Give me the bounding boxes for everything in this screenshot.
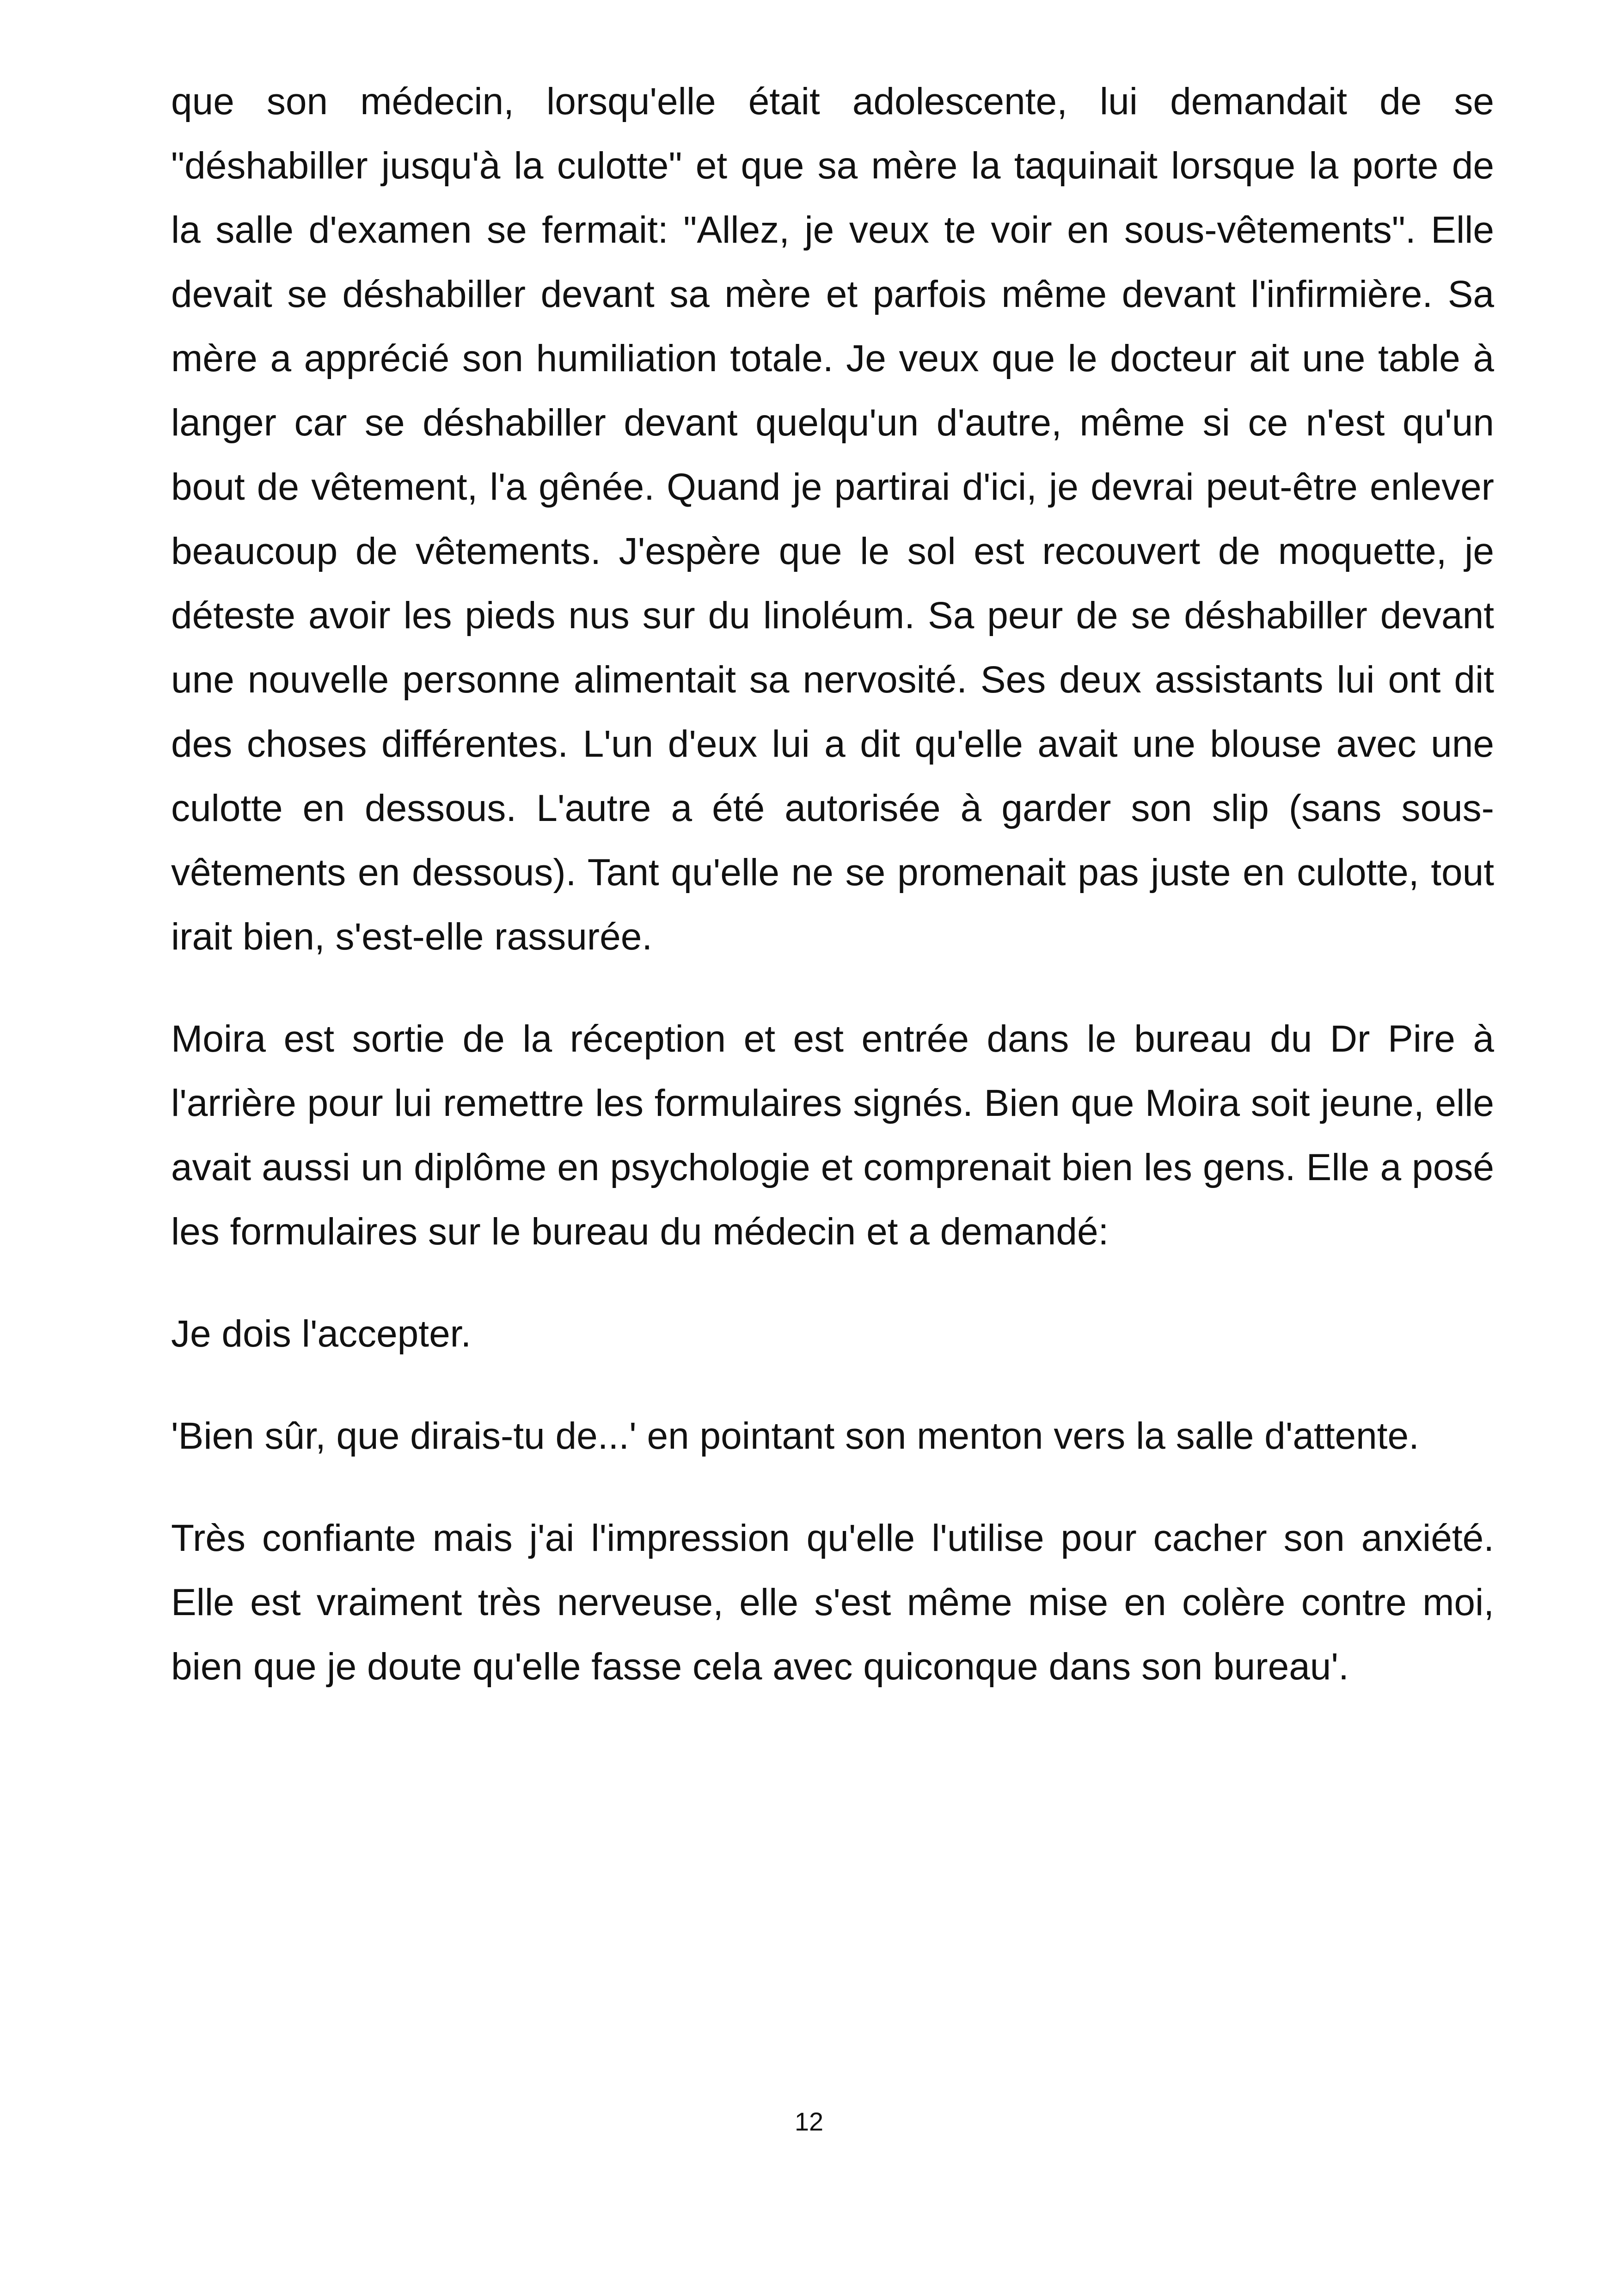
paragraph-1: que son médecin, lorsqu'elle était adolescente, lui demandait de se "déshabiller jusqu'à la culotte" et que sa mère la taquinait lorsque la porte de la salle d'examen se fermait: "Allez, je veux te voir en sous-vêtements". Elle devait se déshabiller devant sa mère et parfois même devant l'infirmière. Sa mère a apprécié son humiliation totale. Je veux que le docteur ait une table à langer car se déshabiller devant quelqu'un d'autre, même si ce n'est qu'un bout de vêtement, l'a gênée. Quand je partirai d'ici, je devrai peut-être enlever beaucoup de vêtements. J'espère que le sol est recouvert de moquette, je déteste avoir les pieds nus sur du linoléum. Sa peur de se déshabiller devant une nouvelle personne alimentait sa nervosité. Ses deux assistants lui ont dit des choses différentes. L'un d'eux lui a dit qu'elle avait une blouse avec une culotte en dessous. L'autre a été autorisée à garder son slip (sans sous-vêtements en dessous). Tant qu'elle ne se promenait pas juste en culotte, tout irait bien, s'est-elle rassurée. [171,80,1494,958]
body-text [171,69,1494,1737]
paragraph-3: Je dois l'accepter. [171,1313,472,1355]
paragraph-5: Très confiante mais j'ai l'impression qu'elle l'utilise pour cacher son anxiété. Elle est vraiment très nerveuse, elle s'est même mise en colère contre moi, bien que je doute qu'elle fasse cela avec quiconque dans son bureau'. [171,1517,1494,1688]
paragraph-4: 'Bien sûr, que dirais-tu de...' en pointant son menton vers la salle d'attente. [171,1415,1419,1457]
page-number: 12 [794,2107,824,2136]
paragraph-2: Moira est sortie de la réception et est entrée dans le bureau du Dr Pire à l'arrière pour lui remettre les formulaires signés. Bien que Moira soit jeune, elle avait aussi un diplôme en psychologie et comprenait bien les gens. Elle a posé les formulaires sur le bureau du médecin et a demandé: [171,1018,1494,1253]
